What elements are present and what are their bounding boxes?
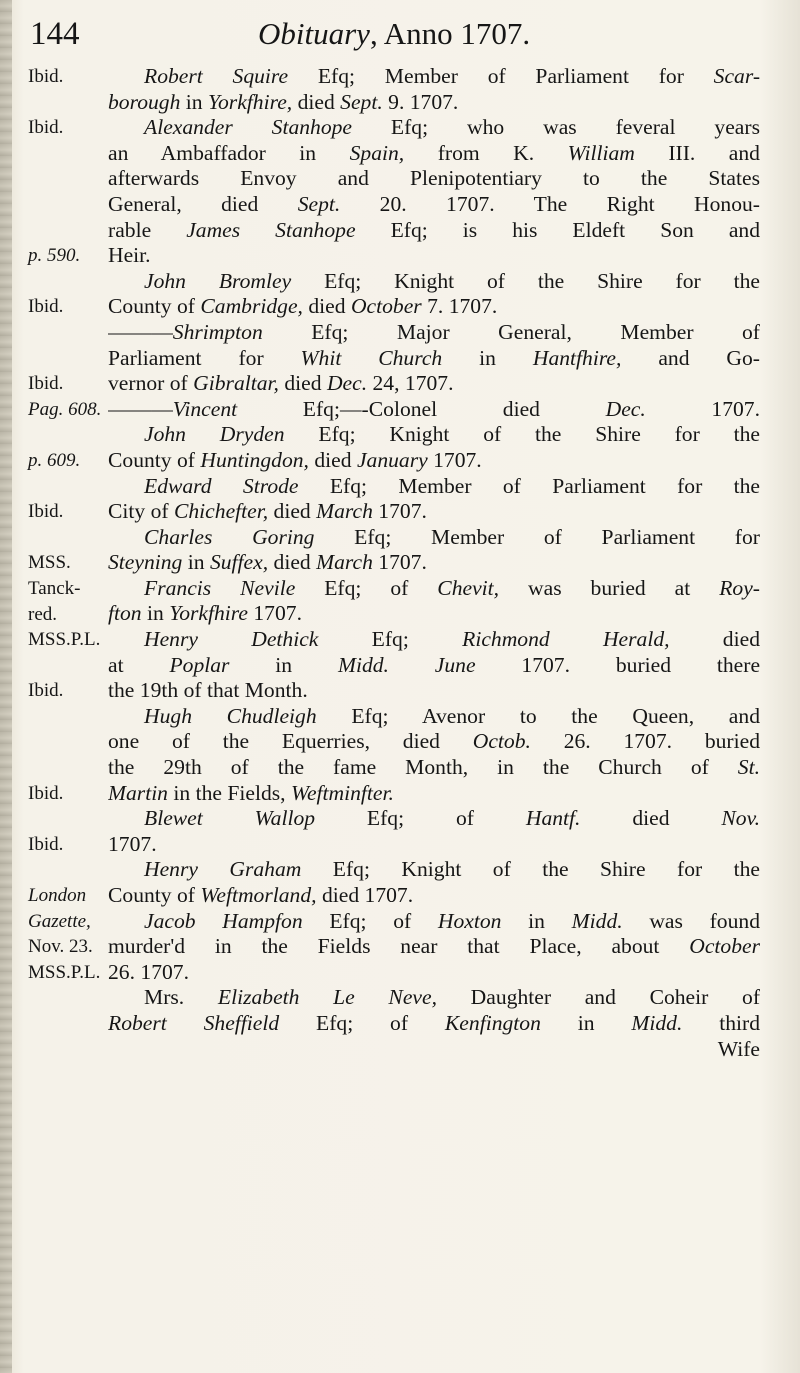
text-span: Octob.: [472, 729, 531, 754]
text-line: [108, 704, 760, 730]
text-span: October: [350, 294, 422, 319]
text-line: [108, 397, 760, 423]
text-span: William: [567, 140, 635, 165]
text-span: 9. 1707.: [382, 89, 459, 114]
text-span: James Stanhope: [186, 217, 356, 242]
margin-note: p. 590.: [28, 245, 81, 267]
text-line: [108, 909, 760, 935]
text-span: Hantf.: [525, 806, 581, 831]
text-line: [108, 320, 760, 346]
text-line: [108, 115, 760, 141]
text-span: Scar-: [713, 64, 760, 88]
margin-note: Ibid.: [28, 373, 64, 395]
text-span: Efq; of: [315, 806, 526, 831]
text-span: Efq; of: [302, 908, 438, 933]
text-span: Vincent: [172, 396, 238, 421]
margin-note: Ibid.: [28, 66, 64, 87]
text-span: died: [292, 89, 341, 114]
text-line: [108, 422, 760, 448]
text-span: Efq;—-Colonel died: [237, 396, 606, 421]
text-span: 1707.: [247, 601, 302, 626]
text-span: Charles Goring: [144, 524, 315, 549]
text-span: Spain,: [349, 140, 405, 165]
text-span: 20. 1707. The Right Honou-: [340, 191, 760, 216]
text-span: Henry Graham: [144, 857, 302, 882]
text-line: [108, 934, 760, 960]
text-span: Dec.: [326, 371, 368, 396]
text-span: III. and: [634, 140, 760, 165]
text-span: in: [442, 345, 533, 370]
text-span: 1707.: [108, 831, 157, 856]
margin-note: p. 609.: [28, 450, 81, 471]
text-span: March: [316, 550, 373, 575]
text-span: Roy-: [719, 575, 760, 600]
text-span: murder'd in the Fields near that Place, about: [108, 934, 690, 959]
text-span: 24, 1707.: [367, 371, 454, 396]
running-title: [258, 16, 530, 52]
text-span: Heir.: [108, 243, 151, 268]
text-span: third: [682, 1010, 760, 1035]
text-span: in: [501, 908, 572, 933]
text-span: died: [308, 447, 357, 472]
text-span: Weftmorland,: [200, 883, 317, 907]
text-span: 1707.: [372, 550, 427, 575]
text-span: died 1707.: [316, 883, 414, 907]
text-span: Nov.: [721, 806, 760, 831]
text-span: Parliament for: [108, 345, 301, 370]
text-span: Efq; of: [279, 1010, 445, 1035]
text-span: Efq;: [318, 627, 463, 652]
text-span: ———: [108, 319, 173, 344]
text-span: the 19th of that Month.: [108, 678, 308, 703]
text-span: Midd.: [631, 1010, 683, 1035]
page-number: 144: [30, 16, 80, 52]
margin-note: MSS.: [28, 552, 71, 574]
text-span: City of: [108, 499, 174, 524]
text-line: [108, 474, 760, 500]
text-span: Gibraltar,: [193, 371, 279, 396]
text-line: [108, 550, 760, 576]
text-line: [108, 346, 760, 372]
text-span: John Bromley: [144, 268, 292, 293]
text-span: Chevit,: [437, 575, 500, 600]
text-span: Efq; Avenor to the Queen, and: [316, 703, 760, 728]
text-span: an Ambaffador in: [108, 140, 350, 165]
text-line: [108, 166, 760, 192]
margin-note: MSS.P.L.: [28, 962, 101, 983]
text-span: 1707.: [372, 499, 427, 524]
text-span: Edward Strode: [144, 473, 299, 498]
text-span: Kenfington: [444, 1010, 541, 1035]
text-line: [108, 371, 760, 397]
text-span: Blewet Wallop: [144, 806, 316, 831]
text-span: Robert Squire: [144, 64, 289, 88]
margin-note: Tanck-: [28, 578, 81, 599]
text-line: [108, 806, 760, 832]
text-line: [108, 218, 760, 244]
text-span: in: [180, 89, 208, 114]
text-span: Efq; Member of Parliament for: [314, 524, 760, 549]
text-line: [108, 985, 760, 1011]
text-span: Efq; of: [295, 575, 438, 600]
text-span: in: [540, 1010, 632, 1035]
text-line: [108, 525, 760, 551]
text-span: Midd.: [571, 908, 623, 933]
text-span: in the Fields,: [167, 780, 291, 805]
text-line: [108, 729, 760, 755]
text-line: [108, 243, 760, 269]
text-span: and Go-: [621, 345, 760, 370]
obituary-text: [108, 64, 760, 1062]
text-line: [108, 832, 760, 858]
text-span: Yorkfhire: [169, 601, 248, 626]
text-span: rable: [108, 217, 187, 242]
text-line: [108, 781, 760, 807]
text-span: Yorkfhire,: [207, 89, 293, 114]
text-line: [108, 601, 760, 627]
text-span: Weftminfter.: [290, 780, 394, 805]
text-span: Steyning: [108, 550, 183, 575]
text-span: County of: [108, 294, 201, 319]
text-span: 1707. buried there: [475, 652, 760, 677]
text-span: Cambridge,: [200, 294, 303, 319]
page-binding-edge: [0, 0, 12, 1373]
text-span: died: [580, 806, 722, 831]
text-span: Whit Church: [300, 345, 443, 370]
text-line: [108, 448, 760, 474]
text-line: [108, 883, 760, 909]
text-span: Sept.: [340, 89, 383, 114]
page-header: [30, 10, 770, 60]
text-span: Efq; Knight of the Shire for the: [301, 857, 760, 882]
text-span: Daughter and Coheir of: [436, 985, 760, 1010]
text-line: [108, 576, 760, 602]
text-span: was found: [622, 908, 760, 933]
text-line: [108, 857, 760, 883]
text-span: fton: [108, 601, 142, 626]
text-span: County of: [108, 883, 201, 907]
text-span: was buried at: [499, 575, 720, 600]
text-span: Robert Sheffield: [108, 1010, 280, 1035]
text-span: Efq; Member of Parliament for: [288, 64, 714, 88]
text-span: borough: [108, 89, 181, 114]
text-line: [108, 960, 760, 986]
text-line: [108, 653, 760, 679]
text-span: died: [669, 627, 760, 652]
text-span: from K.: [404, 140, 568, 165]
margin-note: Ibid.: [28, 782, 64, 804]
text-span: Suffex,: [209, 550, 269, 575]
margin-note: Gazette,: [28, 910, 91, 932]
text-span: in: [229, 652, 338, 677]
text-span: the 29th of the fame Month, in the Church of: [108, 755, 738, 780]
text-line: [108, 269, 760, 295]
text-span: Poplar: [169, 652, 230, 677]
text-span: October: [689, 934, 760, 959]
text-line: [108, 499, 760, 525]
text-span: Hoxton: [437, 908, 502, 933]
text-span: John Dryden: [144, 422, 285, 447]
text-span: Chichefter,: [173, 499, 269, 524]
text-span: died: [268, 550, 317, 575]
text-span: Alexander Stanhope: [144, 115, 353, 140]
text-span: Efq; Member of Parliament for the: [298, 473, 760, 498]
text-line: [108, 678, 760, 704]
text-span: St.: [737, 755, 760, 780]
margin-note: London: [28, 885, 87, 907]
text-span: January: [356, 447, 428, 472]
margin-note: Ibid.: [28, 501, 64, 523]
text-span: 1707.: [645, 396, 760, 421]
text-span: Elizabeth Le Neve,: [217, 985, 437, 1010]
text-span: Richmond Herald,: [462, 627, 670, 652]
text-span: Francis Nevile: [144, 575, 296, 600]
text-span: Henry Dethick: [144, 627, 319, 652]
text-span: Efq; Major General, Member of: [262, 319, 760, 344]
text-span: died: [278, 371, 327, 396]
text-span: died: [268, 499, 317, 524]
text-span: vernor of: [108, 371, 194, 396]
text-line: [108, 1011, 760, 1037]
text-span: Dec.: [605, 396, 646, 421]
text-span: Martin: [108, 780, 168, 805]
margin-note: Ibid.: [28, 296, 64, 318]
text-span: afterwards Envoy and Plenipotentiary to the States: [108, 166, 760, 191]
text-span: Jacob Hampfon: [144, 908, 303, 933]
text-span: Hantfhire,: [532, 345, 622, 370]
text-span: Efq; who was feveral years: [352, 115, 760, 140]
text-line: [108, 90, 760, 116]
text-span: Efq; is his Eldeft Son and: [355, 217, 760, 242]
text-span: in: [141, 601, 170, 626]
margin-note: Nov. 23.: [28, 936, 93, 958]
running-title-italic: Obituary: [258, 16, 370, 51]
text-span: Hugh Chudleigh: [144, 703, 317, 728]
text-span: March: [316, 499, 373, 524]
text-span: 1707.: [427, 447, 482, 472]
text-line: [108, 627, 760, 653]
margin-note: Ibid.: [28, 117, 64, 139]
text-span: one of the Equerries, died: [108, 729, 473, 754]
text-span: died: [302, 294, 351, 319]
text-span: Efq; Knight of the Shire for the: [291, 268, 760, 293]
margin-note: Ibid.: [28, 834, 64, 855]
text-line: [108, 192, 760, 218]
text-span: 26. 1707. buried: [530, 729, 760, 754]
text-span: 26. 1707.: [108, 959, 189, 984]
text-span: 7. 1707.: [421, 294, 498, 319]
text-span: Midd. June: [337, 652, 476, 677]
text-span: General, died: [108, 191, 298, 216]
text-span: Efq; Knight of the Shire for the: [284, 422, 760, 447]
text-line: [108, 141, 760, 167]
margin-note: red.: [28, 603, 58, 625]
text-line: [108, 755, 760, 781]
text-span: Huntingdon,: [200, 447, 309, 472]
text-span: Mrs.: [144, 985, 218, 1010]
margin-note: Ibid.: [28, 680, 64, 702]
text-span: Wife: [717, 1036, 760, 1061]
text-line: [108, 1037, 760, 1063]
text-span: at: [108, 652, 170, 677]
text-span: in: [182, 550, 210, 575]
running-title-rest: , Anno 1707.: [369, 16, 531, 51]
margin-note: Pag. 608.: [28, 398, 102, 420]
text-span: County of: [108, 447, 201, 472]
text-span: ———: [108, 396, 173, 421]
text-span: Shrimpton: [172, 319, 263, 344]
text-line: [108, 64, 760, 90]
margin-note: MSS.P.L.: [28, 629, 101, 651]
text-line: [108, 294, 760, 320]
text-span: Sept.: [297, 191, 341, 216]
